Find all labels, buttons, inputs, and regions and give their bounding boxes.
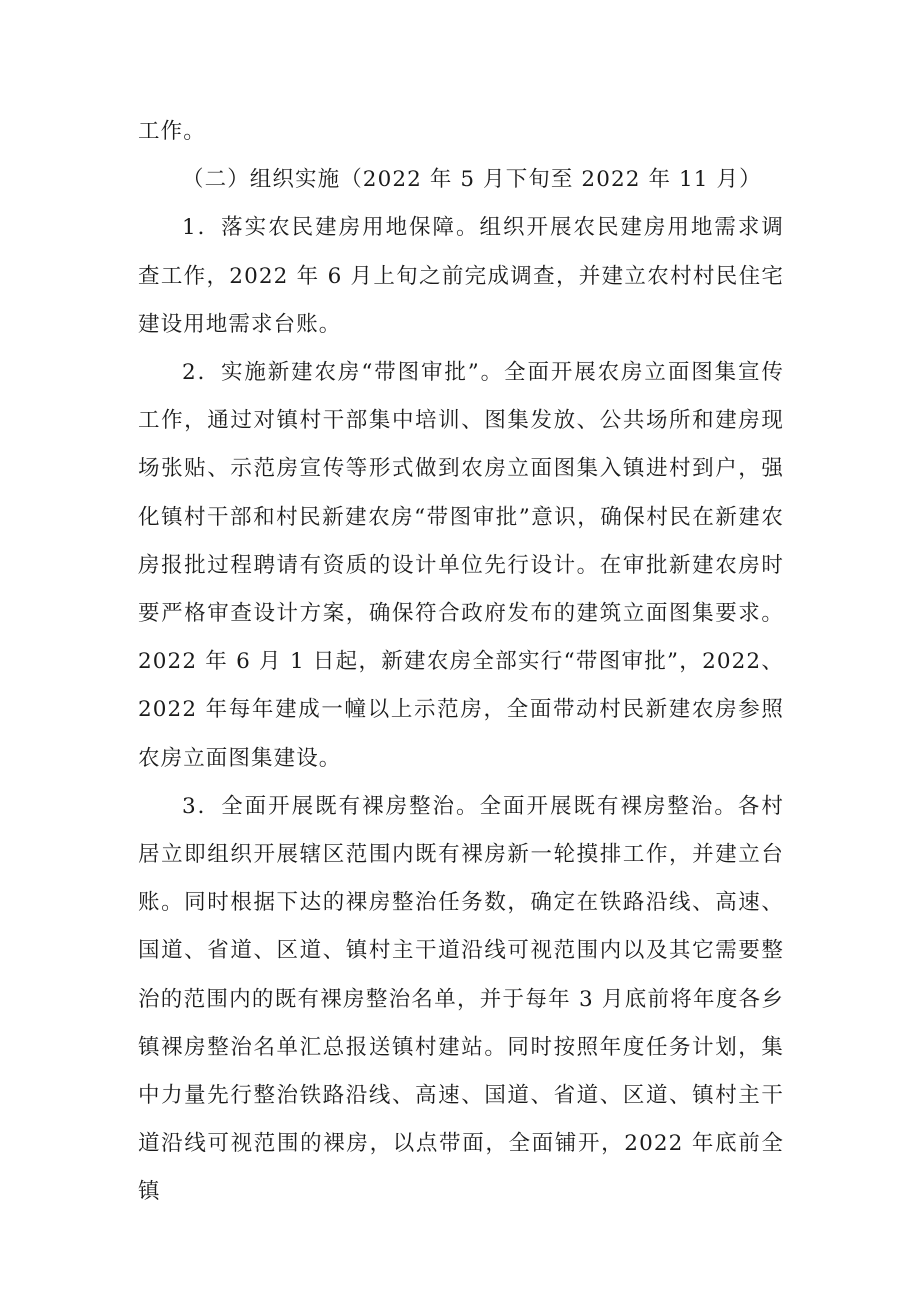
paragraph-item-1: 1．落实农民建房用地保障。组织开展农民建房用地需求调查工作，2022 年 6 月上旬之前完成调查，并建立农村村民住宅建设用地需求台账。	[138, 215, 784, 337]
section-heading-organize-implement: （二）组织实施（2022 年 5 月下旬至 2022 年 11 月）	[182, 167, 762, 193]
paragraph-item-2: 2．实施新建农房“带图审批”。全面开展农房立面图集宣传工作，通过对镇村干部集中培训、图集发放、公共场所和建房现场张贴、示范房宣传等形式做到农房立面图集入镇进村到户，强化镇村干部和村民新建农房“带图审批”意识，确保村民在新建农房报批过程聘请有资质的设计单位先行设计。在审批新建农房时要严格审查设计方案，确保符合政府发布的建筑立面图集要求。2022 年 6 月 1 日起，新建农房全部实行“带图审批”，2022、2022 年每年建成一幢以上示范房，全面带动村民新建农房参照农房立面图集建设。	[138, 360, 784, 771]
paragraph-item-3: 3．全面开展既有裸房整治。全面开展既有裸房整治。各村居立即组织开展辖区范围内既有裸房新一轮摸排工作，并建立台账。同时根据下达的裸房整治任务数，确定在铁路沿线、高速、国道、省道、区道、镇村主干道沿线可视范围内以及其它需要整治的范围内的既有裸房整治名单，并于每年 3 月底前将年度各乡镇裸房整治名单汇总报送镇村建站。同时按照年度任务计划，集中力量先行整治铁路沿线、高速、国道、省道、区道、镇村主干道沿线可视范围的裸房，以点带面，全面铺开，2022 年底前全镇	[138, 793, 784, 1205]
document-body	[138, 108, 784, 1217]
paragraph-continuation: 工作。	[138, 119, 206, 144]
